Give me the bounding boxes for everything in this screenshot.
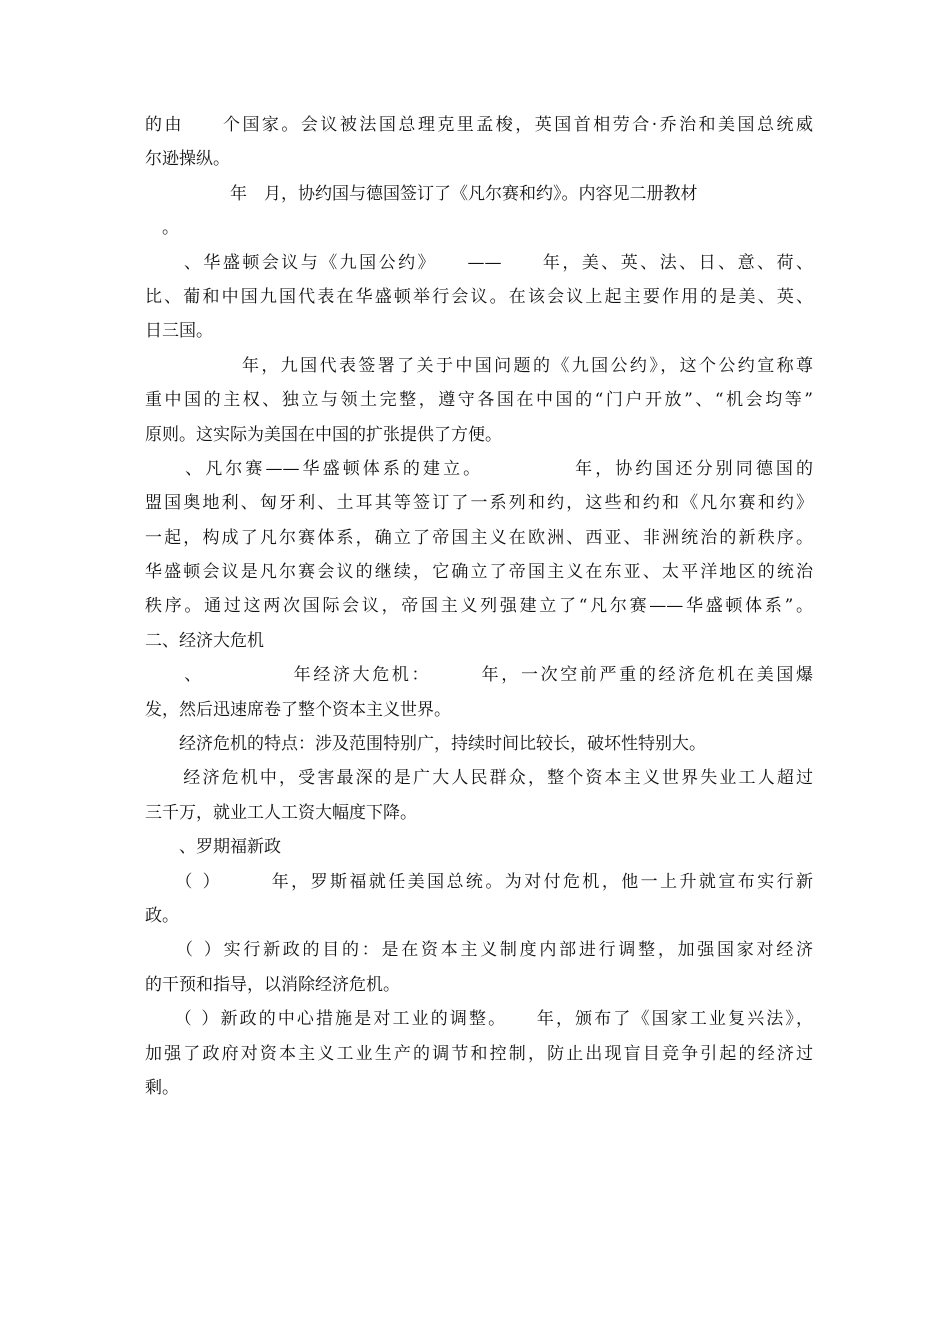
text-line: 政。 [145, 905, 179, 926]
text-line: 重中国的主权、独立与领土完整，遵守各国在中国的“门户开放”、“机会均等” [145, 390, 813, 411]
text-line: （ ） 年，罗斯福就任美国总统。为对付危机，他一上升就宣布实行新 [145, 871, 813, 892]
text-line: 、罗期福新政 [145, 837, 281, 858]
text-line: （ ）实行新政的目的：是在资本主义制度内部进行调整，加强国家对经济 [145, 940, 813, 961]
text-line: 、华盛顿会议与《九国公约》 —— 年，美、英、法、日、意、荷、 [145, 252, 813, 273]
document-body [145, 108, 813, 1105]
text-line: 经济危机中，受害最深的是广大人民群众，整个资本主义世界失业工人超过 [145, 768, 813, 789]
text-line: 、凡尔赛——华盛顿体系的建立。 年，协约国还分别同德国的 [145, 458, 813, 479]
text-line: 加强了政府对资本主义工业生产的调节和控制，防止出现盲目竞争引起的经济过 [145, 1043, 813, 1064]
text-line: 的干预和指导，以消除经济危机。 [145, 974, 400, 995]
text-line: 年 月，协约国与德国签订了《凡尔赛和约》。内容见二册教材 [145, 183, 698, 204]
text-line: （ ）新政的中心措施是对工业的调整。 年，颁布了《国家工业复兴法》， [145, 1009, 813, 1030]
text-line: 秩序。通过这两次国际会议，帝国主义列强建立了“凡尔赛——华盛顿体系”。 [145, 596, 813, 617]
text-line: 二、经济大危机 [145, 630, 264, 651]
text-line: 华盛顿会议是凡尔赛会议的继续，它确立了帝国主义在东亚、太平洋地区的统治 [145, 562, 813, 583]
text-line: 剩。 [145, 1077, 179, 1098]
text-line: 尔逊操纵。 [145, 149, 230, 170]
text-line: 比、葡和中国九国代表在华盛顿举行会议。在该会议上起主要作用的是美、英、 [145, 286, 813, 307]
text-line: 一起，构成了凡尔赛体系，确立了帝国主义在欧洲、西亚、非洲统治的新秩序。 [145, 527, 813, 548]
text-line: 经济危机的特点：涉及范围特别广，持续时间比较长，破坏性特别大。 [145, 734, 706, 755]
text-line: 日三国。 [145, 321, 213, 342]
text-line: 发，然后迅速席卷了整个资本主义世界。 [145, 699, 451, 720]
text-line: 、 年经济大危机： 年，一次空前严重的经济危机在美国爆 [145, 665, 813, 686]
text-line: 的由 个国家。会议被法国总理克里孟梭，英国首相劳合·乔治和美国总统威 [145, 115, 813, 135]
text-line: 三千万，就业工人工资大幅度下降。 [145, 802, 417, 823]
text-line: 年，九国代表签署了关于中国问题的《九国公约》，这个公约宣称尊 [145, 355, 813, 376]
text-line: 原则。这实际为美国在中国的扩张提供了方便。 [145, 424, 502, 445]
text-line: 盟国奥地利、匈牙利、土耳其等签订了一系列和约，这些和约和《凡尔赛和约》 [145, 493, 813, 514]
text-line: 。 [145, 218, 179, 239]
